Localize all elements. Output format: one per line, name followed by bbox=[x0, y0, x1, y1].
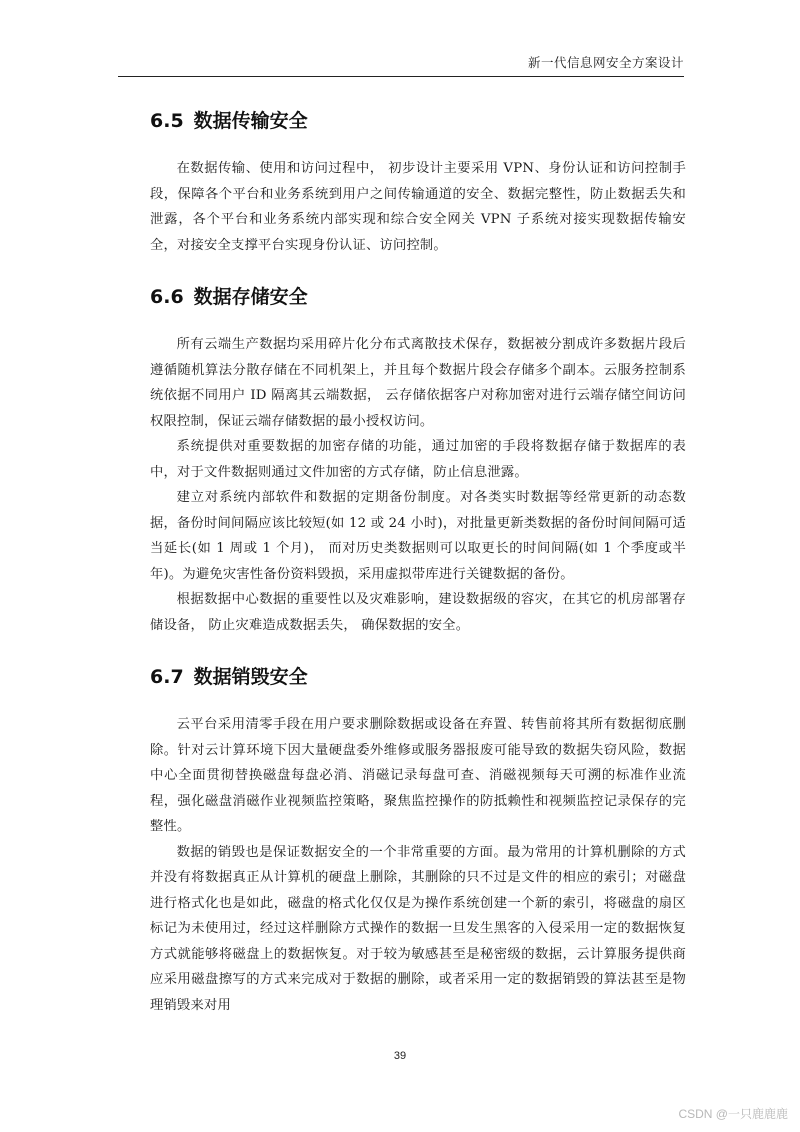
page-header bbox=[118, 54, 684, 77]
paragraph: 建立对系统内部软件和数据的定期备份制度。对各类实时数据等经常更新的动态数据，备份时间间隔应该比较短(如 12 或 24 小时)，对批量更新类数据的备份时间间隔可适当延长(如 1 周或 1 个月)， 而对历史类数据则可以取更长的时间间隔(如 1 个季度或半年)。为避免灾害性备份资料毁损，采用虚拟带库进行关键数据的备份。 bbox=[150, 490, 686, 582]
page-number: 39 bbox=[393, 1050, 407, 1062]
paragraph: 数据的销毁也是保证数据安全的一个非常重要的方面。最为常用的计算机删除的方式并没有将数据真正从计算机的硬盘上删除，其删除的只不过是文件的相应的索引；对磁盘进行格式化也是如此，磁盘的格式化仅仅是为操作系统创建一个新的索引，将磁盘的扇区标记为未使用过，经过这样删除方式操作的数据一旦发生黑客的入侵采用一定的数据恢复方式就能够将磁盘上的数据恢复。对于较为敏感甚至是秘密级的数据，云计算服务提供商应采用磁盘擦写的方式来完成对于数据的删除，或者采用一定的数据销毁的算法甚至是物理销毁来对用 bbox=[150, 844, 686, 1013]
section-heading bbox=[150, 280, 686, 314]
section-number: 6.6 bbox=[150, 286, 184, 308]
watermark: CSDN @一只鹿鹿鹿 bbox=[678, 1107, 788, 1121]
section-title: 数据存储安全 bbox=[193, 286, 308, 308]
paragraph: 根据数据中心数据的重要性以及灾难影响，建设数据级的容灾，在其它的机房部署存储设备， 防止灾难造成数据丢失， 确保数据的安全。 bbox=[150, 592, 686, 633]
section-6-7 bbox=[150, 660, 686, 1018]
paragraph: 在数据传输、使用和访问过程中， 初步设计主要采用 VPN、身份认证和访问控制手段，保障各个平台和业务系统到用户之间传输通道的安全、数据完整性，防止数据丢失和泄露，各个平台和业务系统内部实现和综合安全网关 VPN 子系统对接实现数据传输安全，对接安全支撑平台实现身份认证、访问控制。 bbox=[150, 161, 686, 253]
paragraph: 云平台采用清零手段在用户要求删除数据或设备在弃置、转售前将其所有数据彻底删除。针对云计算环境下因大量硬盘委外维修或服务器报废可能导致的数据失窃风险，数据中心全面贯彻替换磁盘每盘必消、消磁记录每盘可查、消磁视频每天可溯的标准作业流程，强化磁盘消磁作业视频监控策略，聚焦监控操作的防抵赖性和视频监控记录保存的完整性。 bbox=[150, 717, 686, 834]
paragraph: 所有云端生产数据均采用碎片化分布式离散技术保存，数据被分割成许多数据片段后遵循随机算法分散存储在不同机架上，并且每个数据片段会存储多个副本。云服务控制系统依据不同用户 ID 隔离其云端数据， 云存储依据客户对称加密对进行云端存储空间访问权限控制，保证云端存储数据的最小授权访问。 bbox=[150, 337, 686, 429]
section-title: 数据传输安全 bbox=[193, 110, 308, 132]
section-title: 数据销毁安全 bbox=[193, 666, 308, 688]
section-number: 6.5 bbox=[150, 110, 184, 132]
section-number: 6.7 bbox=[150, 666, 184, 688]
section-heading bbox=[150, 660, 686, 694]
paragraph: 系统提供对重要数据的加密存储的功能，通过加密的手段将数据存储于数据库的表中，对于文件数据则通过文件加密的方式存储，防止信息泄露。 bbox=[150, 439, 686, 480]
header-title: 新一代信息网安全方案设计 bbox=[527, 55, 684, 70]
section-6-5 bbox=[150, 104, 686, 258]
section-6-6 bbox=[150, 280, 686, 638]
section-heading bbox=[150, 104, 686, 138]
page-content bbox=[150, 104, 686, 1040]
